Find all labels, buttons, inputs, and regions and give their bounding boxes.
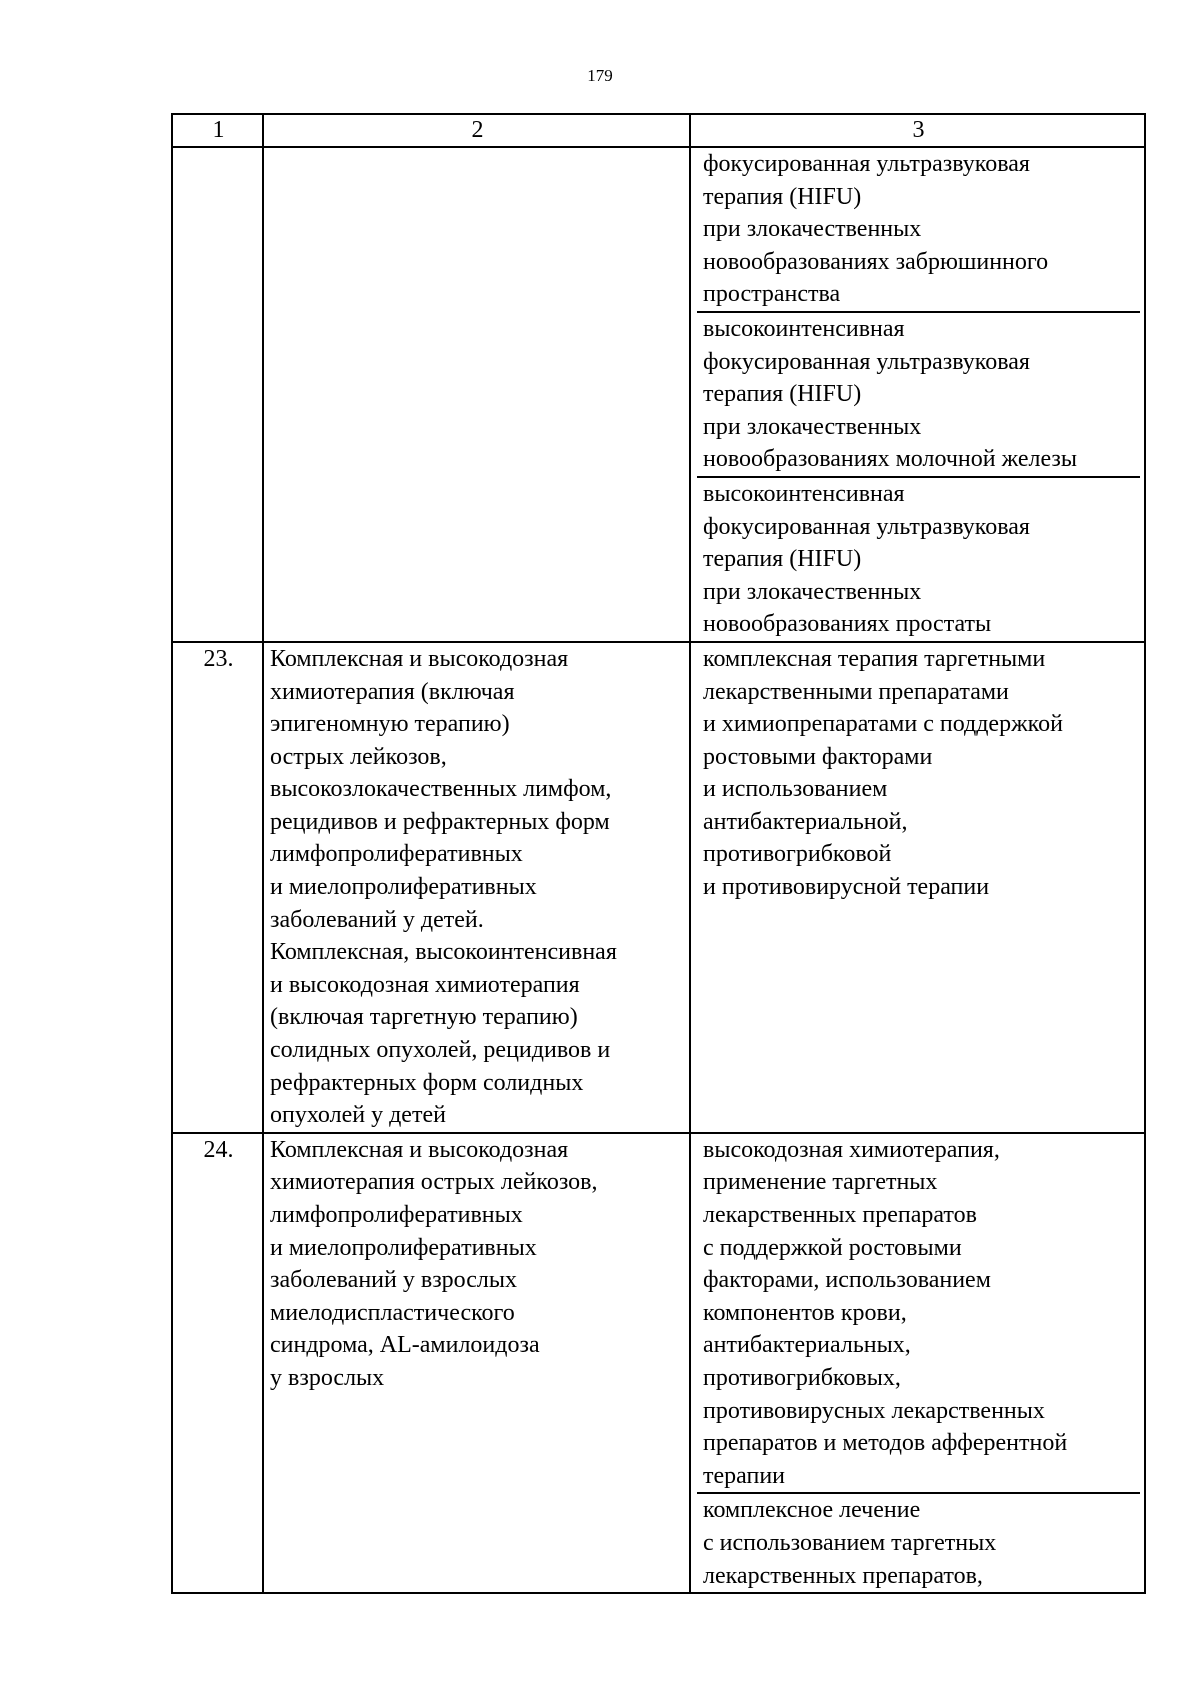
text-line: Комплексная, высокоинтенсивная [270, 939, 617, 966]
procedures-table [171, 113, 1146, 1594]
text-line: Комплексная и высокодозная [270, 645, 569, 672]
text-line: заболеваний у взрослых [270, 1267, 518, 1294]
text-line: химиотерапия (включая [270, 678, 515, 705]
text-line: лимфопролиферативных [270, 1202, 523, 1228]
text-line: лекарственных препаратов [703, 1202, 977, 1228]
method-group-cell [263, 1133, 690, 1593]
text-line: и химиопрепаратами с поддержкой [703, 711, 1063, 738]
text-line: терапии [703, 1462, 786, 1489]
text-line: новообразованиях простаты [703, 611, 992, 638]
text-line: терапия (HIFU) [703, 381, 862, 408]
text-line: новообразованиях забрюшинного [703, 248, 1049, 275]
text-line: миелодиспластического [270, 1299, 515, 1326]
table-row [172, 1133, 1145, 1593]
text-line: солидных опухолей, рецидивов и [270, 1037, 611, 1064]
text-line: синдрома, AL-амилоидоза [270, 1332, 540, 1359]
treatment-method-subcell [697, 311, 1140, 476]
text-line: при злокачественных [703, 578, 922, 605]
text-line: антибактериальной, [703, 808, 908, 835]
text-line: антибактериальных, [703, 1332, 911, 1359]
text-line: высокодозная химиотерапия, [703, 1136, 1000, 1163]
text-line: лекарственных препаратов, [703, 1562, 983, 1589]
treatment-method-subcell [697, 1492, 1140, 1592]
text-line: эпигеномную терапию) [270, 711, 510, 738]
text-line: препаратов и методов афферентной [703, 1430, 1068, 1457]
treatment-method-cell [690, 147, 1145, 642]
text-line: противовирусных лекарственных [703, 1397, 1045, 1424]
treatment-method-subcell [697, 643, 1140, 904]
text-line: терапия (HIFU) [703, 546, 862, 573]
text-line: ростовыми факторами [703, 743, 933, 770]
row-number-cell: 23. [172, 642, 263, 1133]
text-line: рефрактерных форм солидных [270, 1069, 584, 1096]
text-line: противогрибковой [703, 841, 892, 868]
text-line: пространства [703, 281, 841, 308]
text-line: химиотерапия острых лейкозов, [270, 1169, 598, 1196]
treatment-method-subcell [697, 148, 1140, 311]
method-group-cell [263, 147, 690, 642]
column-header-3: 3 [690, 114, 1145, 147]
text-line: фокусированная ультразвуковая [703, 348, 1030, 375]
text-line: терапия (HIFU) [703, 183, 862, 210]
row-number-cell: 24. [172, 1133, 263, 1593]
text-line: фокусированная ультразвуковая [703, 151, 1030, 177]
table-header-row [172, 114, 1145, 147]
text-line: лимфопролиферативных [270, 841, 523, 868]
treatment-method-subcell [697, 1134, 1140, 1493]
text-line: и миелопролиферативных [270, 874, 537, 901]
text-line: и использованием [703, 776, 888, 803]
text-line: при злокачественных [703, 216, 922, 243]
text-line: с использованием таргетных [703, 1529, 997, 1556]
text-line: заболеваний у детей. [270, 906, 484, 933]
row-number-cell [172, 147, 263, 642]
text-line: рецидивов и рефрактерных форм [270, 808, 610, 835]
text-line: (включая таргетную терапию) [270, 1004, 578, 1031]
column-header-2: 2 [263, 114, 690, 147]
text-line: компонентов крови, [703, 1299, 907, 1326]
table-row [172, 147, 1145, 642]
method-group-cell [263, 642, 690, 1133]
text-line: с поддержкой ростовыми [703, 1234, 962, 1261]
text-line: и противовирусной терапии [703, 874, 990, 901]
text-line: фокусированная ультразвуковая [703, 513, 1030, 540]
table-row [172, 642, 1145, 1133]
text-line: и высокодозная химиотерапия [270, 971, 580, 998]
text-line: факторами, использованием [703, 1267, 991, 1294]
text-line: лекарственными препаратами [703, 678, 1009, 705]
treatment-method-cell [690, 1133, 1145, 1593]
column-header-1: 1 [172, 114, 263, 147]
page-number: 179 [587, 66, 613, 85]
treatment-method-subcell [697, 476, 1140, 641]
text-line: комплексная терапия таргетными [703, 645, 1046, 672]
text-line: у взрослых [270, 1364, 385, 1391]
text-line: при злокачественных [703, 413, 922, 440]
text-line: опухолей у детей [270, 1102, 446, 1129]
text-line: и миелопролиферативных [270, 1234, 537, 1261]
text-line: применение таргетных [703, 1169, 938, 1196]
text-line: Комплексная и высокодозная [270, 1136, 569, 1163]
text-line: высокоинтенсивная [703, 480, 905, 507]
text-line: высокозлокачественных лимфом, [270, 776, 612, 803]
text-line: высокоинтенсивная [703, 315, 905, 342]
text-line: новообразованиях молочной железы [703, 446, 1078, 473]
text-line: противогрибковых, [703, 1364, 901, 1391]
text-line: комплексное лечение [703, 1497, 921, 1524]
treatment-method-cell [690, 642, 1145, 1133]
text-line: острых лейкозов, [270, 743, 447, 770]
